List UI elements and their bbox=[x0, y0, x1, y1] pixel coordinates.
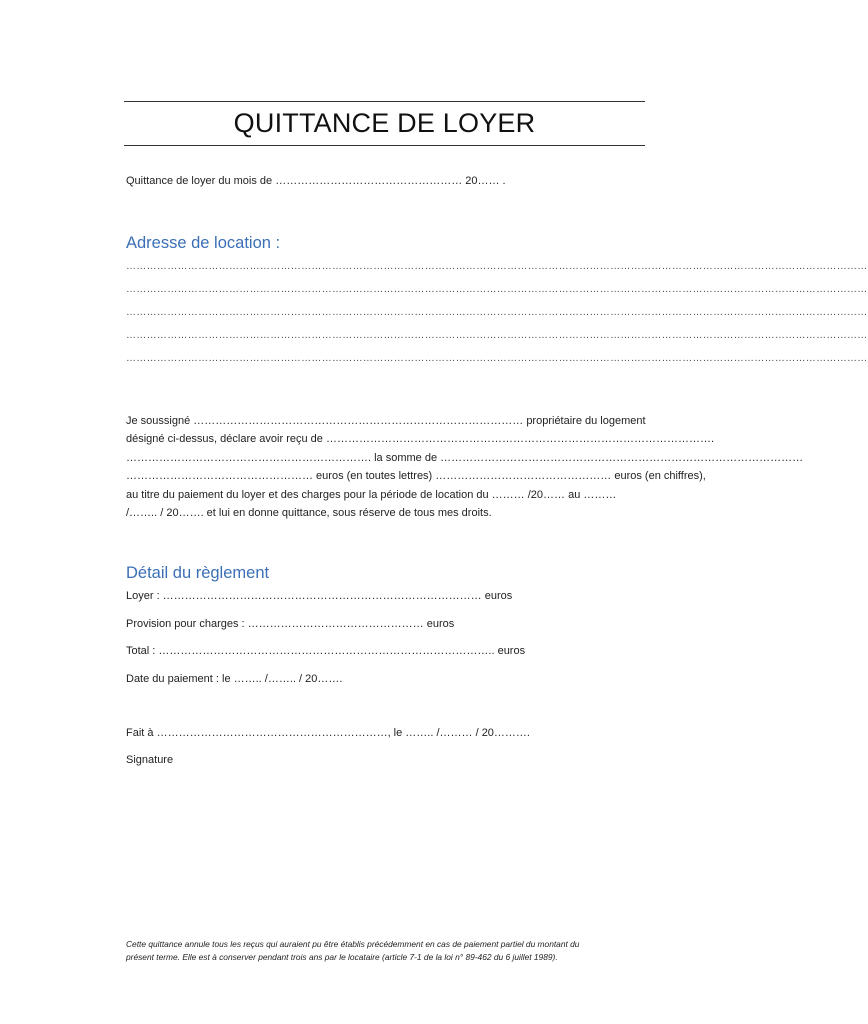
charges-line: Provision pour charges : ………………………………………… euros bbox=[126, 618, 455, 630]
signature-label: Signature bbox=[126, 754, 174, 766]
address-line-1: ……………………………………………………………………………………………………………………………………………………………………………………………… bbox=[126, 261, 868, 272]
declaration-paragraph bbox=[126, 412, 804, 522]
legal-footer bbox=[126, 938, 646, 963]
declaration-line-5: au titre du paiement du loyer et des charges pour la période de location du ……… /20…… au ……… bbox=[126, 488, 617, 501]
title-bottom-rule bbox=[124, 145, 645, 146]
title-top-rule bbox=[124, 101, 645, 102]
declaration-line-2: désigné ci-dessus, déclare avoir reçu de ……………………………………………………………………………………………. bbox=[126, 433, 714, 446]
address-line-5: ……………………………………………………………………………………………………………………………………………………………………………………………… bbox=[126, 353, 868, 364]
address-line-2: ……………………………………………………………………………………………………………………………………………………………………………………………… bbox=[126, 284, 868, 295]
footer-line-2: présent terme. Elle est à conserver pendant trois ans par le locataire (article 7-1 de la loi n° 89-462 du 6 juillet 1989). bbox=[126, 951, 558, 962]
declaration-line-6: /…….. / 20……. et lui en donne quittance, sous réserve de tous mes droits. bbox=[126, 507, 492, 520]
address-line-3: ……………………………………………………………………………………………………………………………………………………………………………………………… bbox=[126, 307, 868, 318]
address-line-4: ……………………………………………………………………………………………………………………………………………………………………………………………… bbox=[126, 330, 868, 341]
address-heading: Adresse de location : bbox=[126, 234, 281, 252]
declaration-line-3: …………………………………………………………. la somme de ……………………………………………………………………………………… bbox=[126, 451, 804, 464]
footer-line-1: Cette quittance annule tous les reçus qui auraient pu être établis précédemment en cas de paiement partiel du montant du bbox=[126, 939, 580, 949]
page-title: QUITTANCE DE LOYER bbox=[233, 108, 536, 138]
declaration-line-4: …………………………………………… euros (en toutes lettres) ………………………………………… euros (en chiffres), bbox=[126, 470, 706, 483]
payment-date-line: Date du paiement : le …….. /…….. / 20……. bbox=[126, 673, 343, 685]
place-date-line: Fait à ………………………………………………………, le …….. /……… / 20………. bbox=[126, 727, 530, 739]
month-line: Quittance de loyer du mois de …………………………………………… 20…… . bbox=[126, 175, 506, 187]
rent-line: Loyer : …………………………………………………………………………… euros bbox=[126, 590, 513, 602]
declaration-line-1: Je soussigné ……………………………………………………………………………… propriétaire du logement bbox=[126, 415, 646, 427]
total-line: Total : ……………………………………………………………………………….. euros bbox=[126, 645, 526, 657]
payment-heading: Détail du règlement bbox=[126, 564, 270, 582]
